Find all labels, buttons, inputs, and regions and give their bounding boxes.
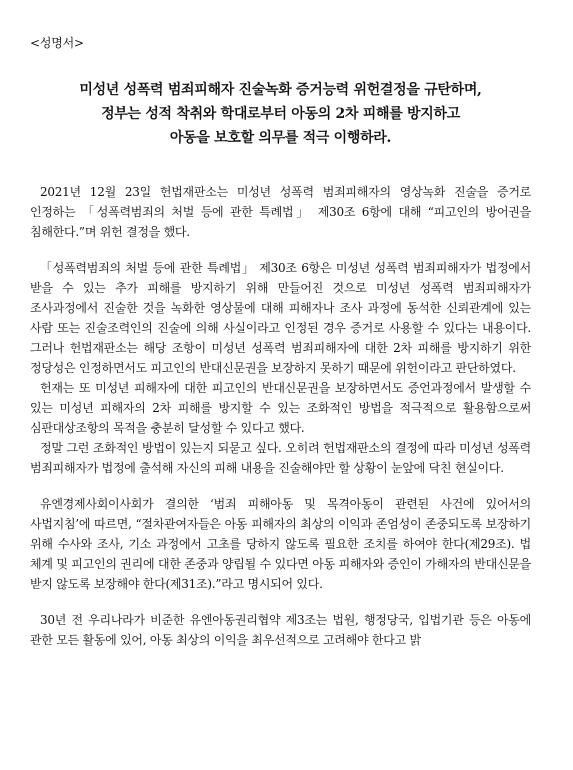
paragraph-4: 정말 그런 조화적인 방법이 있는지 되묻고 싶다. 오히려 헌법재판소의 결정에 따라 미성년 성폭력 범죄피해자가 법정에 출석해 자신의 피해 내용을 진술해야만 할 상황이 눈앞에 닥친 현실이다. bbox=[30, 441, 531, 475]
paragraph-5: 유엔경제사회이사회가 결의한 ‘범죄 피해아동 및 목격아동이 관련된 사건에 있어서의 사법지침’에 따르면, “절차관여자들은 아동 피해자의 최상의 이익과 존엄성이 존중되도록 보장하기 위해 수사와 조사, 기소 과정에서 고초를 당하지 않도록 필요한 조치를 하여야 한다(제29조). 법 체계 및 피고인의 권리에 대한 존중과 양립될 수 있다면 아동 피해자와 증인이 가해자의 반대신문을 받지 않도록 보장해야 한다(제31조).”라고 명시되어 있다. bbox=[30, 497, 531, 591]
paragraph-3: 헌재는 또 미성년 피해자에 대한 피고인의 반대신문권을 보장하면서도 증언과정에서 발생할 수 있는 미성년 피해자의 2차 피해를 방지할 수 있는 조화적인 방법을 적극적으로 활용함으로써 심판대상조항의 목적을 충분히 달성할 수 있다고 했다. bbox=[30, 381, 531, 435]
document-label: <성명서> bbox=[30, 36, 84, 50]
paragraph-1: 2021년 12월 23일 헌법재판소는 미성년 성폭력 범죄피해자의 영상녹화 진술을 증거로 인정하는 「성폭력범죄의 처벌 등에 관한 특례법」 제30조 6항에 대해 “피고인의 방어권을 침해한다.”며 위헌 결정을 했다. bbox=[30, 185, 531, 239]
paragraph-2: 「성폭력범죄의 처벌 등에 관한 특례법」 제30조 6항은 미성년 성폭력 범죄피해자가 법정에서 받을 수 있는 추가 피해를 방지하기 위해 만들어진 것으로 미성년 성폭력 범죄피해자가 조사과정에서 진술한 것을 녹화한 영상물에 대해 피해자나 조사 과정에 동석한 신뢰관계에 있는 사람 또는 진술조력인의 진술에 의해 사실이라고 인정된 경우 증거로 사용할 수 있다는 내용이다. 그러나 헌법재판소는 해당 조항이 미성년 성폭력 범죄피해자에 대한 2차 피해를 방지하기 위한 정당성은 인정하면서도 피고인의 반대신문권을 보장하지 못하기 때문에 위헌이라고 판단하였다. bbox=[30, 261, 531, 375]
title-line-3: 아동을 보호할 의무를 적극 이행하라. bbox=[169, 130, 392, 146]
title-line-2: 정부는 성적 착취와 학대로부터 아동의 2차 피해를 방지하고 bbox=[101, 106, 460, 122]
statement-title bbox=[30, 78, 531, 150]
paragraph-6: 30년 전 우리나라가 비준한 유엔아동권리협약 제3조는 법원, 행정당국, 입법기관 등은 아동에 관한 모든 활동에 있어, 아동 최상의 이익을 최우선적으로 고려해야 한다고 밝 bbox=[30, 613, 531, 647]
title-line-1: 미성년 성폭력 범죄피해자 진술녹화 증거능력 위헌결정을 규탄하며, bbox=[79, 82, 482, 98]
